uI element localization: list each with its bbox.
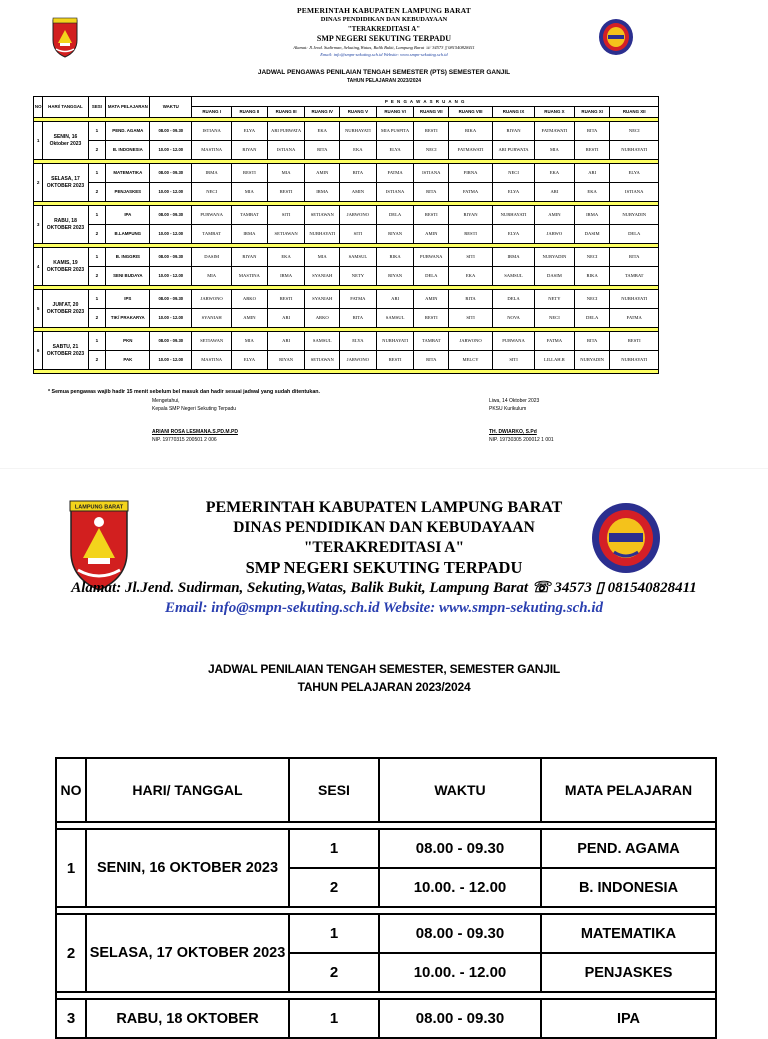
table-row (34, 332, 659, 351)
subject: PKN (106, 332, 150, 351)
separator-cell (34, 370, 659, 374)
schedule-title-block (0, 660, 768, 696)
supervisor-name: RITA (340, 164, 377, 183)
supervisor-name: ELYA (493, 225, 535, 244)
supervisor-name: ISTIANA (610, 183, 659, 202)
supervisor-name: ARKO (305, 309, 340, 328)
col-day: HARI/ TANGGAL (43, 97, 88, 118)
accreditation: "TERAKREDITASI A" (347, 25, 421, 33)
supervisor-name: TAMBAT (414, 332, 449, 351)
supervisor-name: JARWONO (449, 332, 493, 351)
supervisor-name: NURHAYATI (610, 141, 659, 160)
time: 10.00 - 12.00 (150, 351, 192, 370)
day-number: 6 (34, 332, 43, 370)
supervisor-name: NECI (610, 122, 659, 141)
supervisor-name: NETY (535, 290, 575, 309)
supervisor-name: FATMAWATI (535, 122, 575, 141)
col-no: NO (34, 97, 43, 118)
sign-left-name: ARIANI ROSA LESMANA.S.PD.M.PD (152, 429, 238, 435)
session-number: 1 (88, 122, 106, 141)
subject: PENJASKES (541, 953, 716, 992)
supervisor-name: FATMA (610, 309, 659, 328)
table-row (56, 829, 716, 868)
supervisor-name: ISTIANA (267, 141, 305, 160)
supervisor-name: NETY (340, 267, 377, 286)
supervisor-name: DASIM (574, 225, 610, 244)
day-date: KAMIS, 19 OKTOBER 2023 (43, 248, 88, 286)
supervisor-name: SITI (340, 225, 377, 244)
supervisor-name: MIA (192, 267, 232, 286)
school-address: Alamat: Jl.Jend. Sudirman, Sekuting,Watas, Balik Bukit, Lampung Barat ☏ 34573 ▯ 081540828411 (293, 45, 475, 50)
supervisor-name: JARWO (535, 225, 575, 244)
government-name: PEMERINTAH KABUPATEN LAMPUNG BARAT (205, 499, 563, 516)
table-row (34, 141, 659, 160)
time: 08.00 - 09.30 (379, 829, 541, 868)
schedule-title: JADWAL PENILAIAN TENGAH SEMESTER, SEMESTER GANJIL (207, 662, 561, 676)
supervisor-name: RITA (414, 183, 449, 202)
supervisor-name: NURHAYATI (340, 122, 377, 141)
day-number: 3 (34, 206, 43, 244)
supervisor-name: AMIN (305, 164, 340, 183)
day-date: JUM'AT, 20 OKTOBER 2023 (43, 290, 88, 328)
supervisor-name: RIYAN (376, 225, 414, 244)
accreditation: "TERAKREDITASI A" (303, 539, 465, 556)
supervisor-name: NURHAYATI (305, 225, 340, 244)
supervisor-name: IRMA (493, 248, 535, 267)
col-room: RUANG III (267, 107, 305, 118)
time: 08.00 - 09.30 (379, 999, 541, 1038)
supervisor-name: RITA (449, 290, 493, 309)
table-row (34, 225, 659, 244)
col-day: HARI/ TANGGAL (86, 758, 289, 822)
supervisor-name: SAMSUL (340, 248, 377, 267)
sign-left-label: Mengetahui, (152, 398, 180, 404)
session-number: 2 (88, 309, 106, 328)
subject: IPA (106, 206, 150, 225)
subject: MATEMATIKA (541, 914, 716, 953)
supervisor-name: ARI PURWATA (493, 141, 535, 160)
supervisor-name: FATMAWATI (449, 141, 493, 160)
session-number: 2 (88, 141, 106, 160)
supervisor-name: EKA (305, 122, 340, 141)
supervisor-name: MIA (232, 332, 268, 351)
supervisor-name: AMIN (414, 290, 449, 309)
subject: PENJASKES (106, 183, 150, 202)
sign-left-nip: NIP. 19770315 200501 2 006 (152, 436, 217, 443)
supervisor-name: SAMSUL (376, 309, 414, 328)
col-mapel: MATA PELAJARAN (106, 97, 150, 118)
subject: TIK/ PRAKARYA (106, 309, 150, 328)
supervisor-name: ELYA (340, 332, 377, 351)
table-row (56, 914, 716, 953)
supervisor-name: RESTI (267, 183, 305, 202)
day-number: 1 (56, 829, 86, 907)
supervisor-name: NURYADIN (574, 351, 610, 370)
supervisor-name: JARWONO (340, 351, 377, 370)
supervisor-name: DELA (493, 290, 535, 309)
supervisor-name: TAMBAT (610, 267, 659, 286)
supervisor-name: FATMA (449, 183, 493, 202)
session-number: 1 (88, 290, 106, 309)
supervisor-name: ARI (267, 309, 305, 328)
time: 10.00 - 12.00 (150, 267, 192, 286)
supervisor-name: NECI (574, 248, 610, 267)
time: 10.00. - 12.00 (379, 953, 541, 992)
supervisor-name: LILLAH.R (535, 351, 575, 370)
day-date: SENIN, 16 OKTOBER 2023 (86, 829, 289, 907)
col-room: RUANG IV (305, 107, 340, 118)
supervisor-name: IRMA (192, 164, 232, 183)
supervisor-name: NECI (574, 290, 610, 309)
sign-right-nip: NIP. 19730305 200012 1 001 (489, 436, 554, 443)
department-name: DINAS PENDIDIKAN DAN KEBUDAYAAN (233, 519, 535, 536)
supervisor-name: FATMA (535, 332, 575, 351)
schedule-page (0, 470, 768, 1027)
row-separator (56, 992, 716, 999)
supervisor-name: NURHAYATI (610, 290, 659, 309)
supervisor-name: SITI (449, 309, 493, 328)
supervisor-name: RITA (610, 248, 659, 267)
session-number: 2 (88, 225, 106, 244)
separator-cell (56, 822, 716, 829)
time: 08.00 - 09.30 (150, 122, 192, 141)
supervisor-name: EKA (340, 141, 377, 160)
supervisor-name: MIA (267, 164, 305, 183)
time: 08.00 - 09.30 (150, 206, 192, 225)
supervisor-name: SITI (493, 351, 535, 370)
subject: IPA (541, 999, 716, 1038)
time: 08.00 - 09.30 (379, 914, 541, 953)
time: 10.00 - 12.00 (150, 225, 192, 244)
school-name: SMP NEGERI SEKUTING TERPADU (245, 558, 523, 577)
department-name: DINAS PENDIDIKAN DAN KEBUDAYAAN (320, 16, 448, 23)
time: 08.00 - 09.30 (150, 290, 192, 309)
time: 10.00 - 12.00 (150, 141, 192, 160)
supervisor-name: NURHAYATI (376, 332, 414, 351)
supervisor-name: RITA (340, 309, 377, 328)
supervisor-name: RESTI (267, 290, 305, 309)
supervisor-name: MIA PUSPITA (376, 122, 414, 141)
supervisor-title: JADWAL PENGAWAS PENILAIAN TENGAH SEMESTER (PTS) SEMESTER GANJIL (257, 69, 511, 76)
time: 08.00 - 09.30 (150, 332, 192, 351)
supervisor-title-block (0, 68, 768, 85)
supervisor-name: DELA (574, 309, 610, 328)
supervisor-name: FATMA (376, 164, 414, 183)
day-date: SABTU, 21 OKTOBER 2023 (43, 332, 88, 370)
session-number: 2 (289, 953, 379, 992)
supervisor-name: RIYAN (449, 206, 493, 225)
time: 10.00 - 12.00 (150, 309, 192, 328)
supervisor-name: SETIAWAN (267, 225, 305, 244)
separator-cell (56, 907, 716, 914)
day-number: 1 (34, 122, 43, 160)
session-number: 2 (88, 267, 106, 286)
day-number: 5 (34, 290, 43, 328)
subject: B. INGGRIS (106, 248, 150, 267)
supervisor-name: PURWANA (414, 248, 449, 267)
time: 10.00 - 12.00 (150, 183, 192, 202)
col-room: RUANG IX (493, 107, 535, 118)
supervisor-name: MIA (232, 183, 268, 202)
supervisor-name: ARI (574, 164, 610, 183)
supervisor-name: ARI PURWATA (267, 122, 305, 141)
sign-right-role: PKSU Kurikulum (489, 405, 527, 412)
supervisor-name: AMIN (340, 183, 377, 202)
day-date: RABU, 18 OKTOBER 2023 (43, 206, 88, 244)
supervisor-name: SETIAWAN (305, 351, 340, 370)
supervisor-name: NURYADIN (535, 248, 575, 267)
supervisor-name: NURYADIN (610, 206, 659, 225)
supervisor-name: NURHAYATI (493, 206, 535, 225)
supervisor-name: SAMSUL (493, 267, 535, 286)
supervisor-name: RESTI (376, 351, 414, 370)
supervisor-name: EKA (267, 248, 305, 267)
supervisor-name: IRMA (574, 206, 610, 225)
supervisor-table (33, 96, 659, 374)
supervisor-name: MIA (305, 248, 340, 267)
supervisor-name: ELYA (610, 164, 659, 183)
col-room: RUANG II (232, 107, 268, 118)
school-address: Alamat: Jl.Jend. Sudirman, Sekuting,Watas, Balik Bukit, Lampung Barat ☏ 34573 ▯ 081540828411 (71, 580, 697, 596)
schedule-year: TAHUN PELAJARAN 2023/2024 (297, 680, 471, 694)
time: 08.00 - 09.30 (150, 164, 192, 183)
supervisor-name: NURHAYATI (610, 351, 659, 370)
col-room: RUANG X (535, 107, 575, 118)
table-row (34, 309, 659, 328)
day-date: RABU, 18 OKTOBER (86, 999, 289, 1038)
supervisor-name: DASIM (535, 267, 575, 286)
col-room: RUANG VII (414, 107, 449, 118)
table-row (34, 267, 659, 286)
supervisor-name: ARI (535, 183, 575, 202)
supervisor-name: AMIN (535, 206, 575, 225)
table-row (34, 290, 659, 309)
sign-right-place-date: Liwa, 14 Oktober 2023 (489, 398, 540, 404)
signature-left (152, 398, 238, 444)
session-number: 1 (289, 999, 379, 1038)
supervisor-name: MASTINA (192, 141, 232, 160)
col-room: RUANG XII (610, 107, 659, 118)
supervisor-name: PURWANA (192, 206, 232, 225)
supervisor-name: MASTINA (192, 351, 232, 370)
letterhead-large (0, 498, 768, 578)
session-number: 2 (88, 351, 106, 370)
col-waktu: WAKTU (150, 97, 192, 118)
session-number: 1 (289, 829, 379, 868)
supervisor-name: JARWONO (192, 290, 232, 309)
supervisor-name: NECI (414, 141, 449, 160)
supervisor-name: IRMA (232, 225, 268, 244)
supervisor-name: SYANIAH (192, 309, 232, 328)
session-number: 2 (88, 183, 106, 202)
supervisor-name: RESTI (449, 225, 493, 244)
day-date: SELASA, 17 OKTOBER 2023 (43, 164, 88, 202)
day-number: 2 (34, 164, 43, 202)
supervisor-name: MELCY (449, 351, 493, 370)
subject: PEND. AGAMA (106, 122, 150, 141)
supervisor-name: SITI (267, 206, 305, 225)
subject: SENI BUDAYA (106, 267, 150, 286)
col-room: RUANG V (340, 107, 377, 118)
supervisor-name: ARI (376, 290, 414, 309)
session-number: 2 (289, 868, 379, 907)
supervisor-name: AMIN (232, 309, 268, 328)
session-number: 1 (88, 206, 106, 225)
col-room: RUANG I (192, 107, 232, 118)
school-email: Email: info@smpn-sekuting.sch.id Website: www.smpn-sekuting.sch.id (164, 600, 604, 616)
supervisor-name: MASTINA (232, 267, 268, 286)
day-date: SENIN, 16 Oktober 2023 (43, 122, 88, 160)
session-number: 1 (88, 248, 106, 267)
subject: B. INDONESIA (541, 868, 716, 907)
supervisor-name: SETIAWAN (192, 332, 232, 351)
supervisor-year: TAHUN PELAJARAN 2023/2024 (346, 78, 422, 84)
supervisor-name: ARI (267, 332, 305, 351)
col-room: RUANG VIII (449, 107, 493, 118)
supervisor-name: DASIM (192, 248, 232, 267)
supervisor-name: ELYA (232, 351, 268, 370)
supervisor-name: RESTI (414, 309, 449, 328)
session-number: 1 (88, 164, 106, 183)
session-number: 1 (289, 914, 379, 953)
supervisor-name: EKA (574, 183, 610, 202)
supervisor-name: SITI (449, 248, 493, 267)
supervisor-name: ELYA (376, 141, 414, 160)
supervisor-name: DELA (414, 267, 449, 286)
subject: IPS (106, 290, 150, 309)
row-separator (56, 907, 716, 914)
supervisor-name: RIYAN (493, 122, 535, 141)
supervisor-name: SYANIAH (305, 290, 340, 309)
supervisor-name: TAMBAT (232, 206, 268, 225)
school-name: SMP NEGERI SEKUTING TERPADU (316, 34, 452, 43)
subject: MATEMATIKA (106, 164, 150, 183)
supervisor-name: RITA (414, 351, 449, 370)
subject: B.LAMPUNG (106, 225, 150, 244)
supervisor-name: NOVA (493, 309, 535, 328)
supervisor-name: RITA (574, 332, 610, 351)
supervisor-name: RESTI (414, 122, 449, 141)
session-number: 1 (88, 332, 106, 351)
table-row (34, 351, 659, 370)
supervisor-name: SYANIAH (305, 267, 340, 286)
table-row (56, 999, 716, 1038)
supervisor-name: RESTI (232, 164, 268, 183)
subject: PAK (106, 351, 150, 370)
col-sesi: SESI (289, 758, 379, 822)
col-no: NO (56, 758, 86, 822)
time: 10.00. - 12.00 (379, 868, 541, 907)
supervisor-name: EKA (449, 267, 493, 286)
supervisor-name: SETIAWAN (305, 206, 340, 225)
subject: PEND. AGAMA (541, 829, 716, 868)
supervisor-name: TAMBAT (192, 225, 232, 244)
col-room: RUANG XI (574, 107, 610, 118)
col-mapel: MATA PELAJARAN (541, 758, 716, 822)
subject: B. INDONESIA (106, 141, 150, 160)
supervisor-name: FATMA (340, 290, 377, 309)
supervisor-name: RIKA (574, 267, 610, 286)
supervisor-name: AMIN (414, 225, 449, 244)
supervisor-name: RIYAN (232, 141, 268, 160)
supervisor-name: RIKA (449, 122, 493, 141)
supervisor-name: RITA (574, 122, 610, 141)
col-waktu: WAKTU (379, 758, 541, 822)
supervisor-name: DELA (610, 225, 659, 244)
supervisor-name: RIKA (376, 248, 414, 267)
page-divider (0, 468, 768, 469)
supervisor-name: SAMSUL (305, 332, 340, 351)
supervisor-name: JARWONO (340, 206, 377, 225)
day-number: 3 (56, 999, 86, 1038)
sign-left-role: Kepala SMP Negeri Sekuting Terpadu (152, 405, 237, 412)
supervisor-name: RIYAN (376, 267, 414, 286)
supervisor-name: NECI (192, 183, 232, 202)
col-room: RUANG VI (376, 107, 414, 118)
table-row (34, 248, 659, 267)
supervisor-name: MIA (535, 141, 575, 160)
signature-right (489, 398, 554, 444)
government-name: PEMERINTAH KABUPATEN LAMPUNG BARAT (297, 6, 471, 15)
supervisor-name: ELYA (232, 122, 268, 141)
school-email: Email: info@smpn-sekuting.sch.id Website: www.smpn-sekuting.sch.id (320, 52, 448, 57)
supervisor-name: DELA (376, 206, 414, 225)
supervisor-name: RIYAN (267, 351, 305, 370)
day-number: 2 (56, 914, 86, 992)
exam-schedule-table (55, 757, 717, 1039)
supervisor-note: * Semua pengawas wajib hadir 15 menit sebelum bel masuk dan hadir sesuai jadwal yang sudah ditentukan. (48, 389, 320, 395)
table-row (34, 206, 659, 225)
supervisor-name: EKA (535, 164, 575, 183)
supervisor-name: ISTIANA (376, 183, 414, 202)
supervisor-name: ISTIANA (192, 122, 232, 141)
supervisor-name: ISTIANA (414, 164, 449, 183)
table-row (34, 164, 659, 183)
supervisor-name: RIYAN (232, 248, 268, 267)
sign-right-name: TH. DWIARKO, S.Pd (489, 429, 537, 435)
supervisor-name: RITA (305, 141, 340, 160)
row-separator (56, 822, 716, 829)
table-row (34, 122, 659, 141)
supervisor-name: RESTI (414, 206, 449, 225)
time: 08.00 - 09.30 (150, 248, 192, 267)
supervisor-name: NECI (535, 309, 575, 328)
supervisor-name: ELYA (493, 183, 535, 202)
day-date: SELASA, 17 OKTOBER 2023 (86, 914, 289, 992)
col-group-supervisor: P E N G A W A S R U A N G (192, 97, 659, 107)
day-number: 4 (34, 248, 43, 286)
supervisor-name: FIRNA (449, 164, 493, 183)
logo-left-text: LAMPUNG BARAT (74, 504, 124, 511)
supervisor-name: NECI (493, 164, 535, 183)
supervisor-name: ARKO (232, 290, 268, 309)
supervisor-name: IRMA (305, 183, 340, 202)
col-sesi: SESI (88, 97, 106, 118)
supervisor-name: PURWANA (493, 332, 535, 351)
supervisor-page (0, 0, 768, 470)
supervisor-name: RESTI (610, 332, 659, 351)
day-separator (34, 370, 659, 374)
supervisor-name: IRMA (267, 267, 305, 286)
table-row (34, 183, 659, 202)
separator-cell (56, 992, 716, 999)
letterhead-small (0, 6, 768, 58)
supervisor-name: RESTI (574, 141, 610, 160)
